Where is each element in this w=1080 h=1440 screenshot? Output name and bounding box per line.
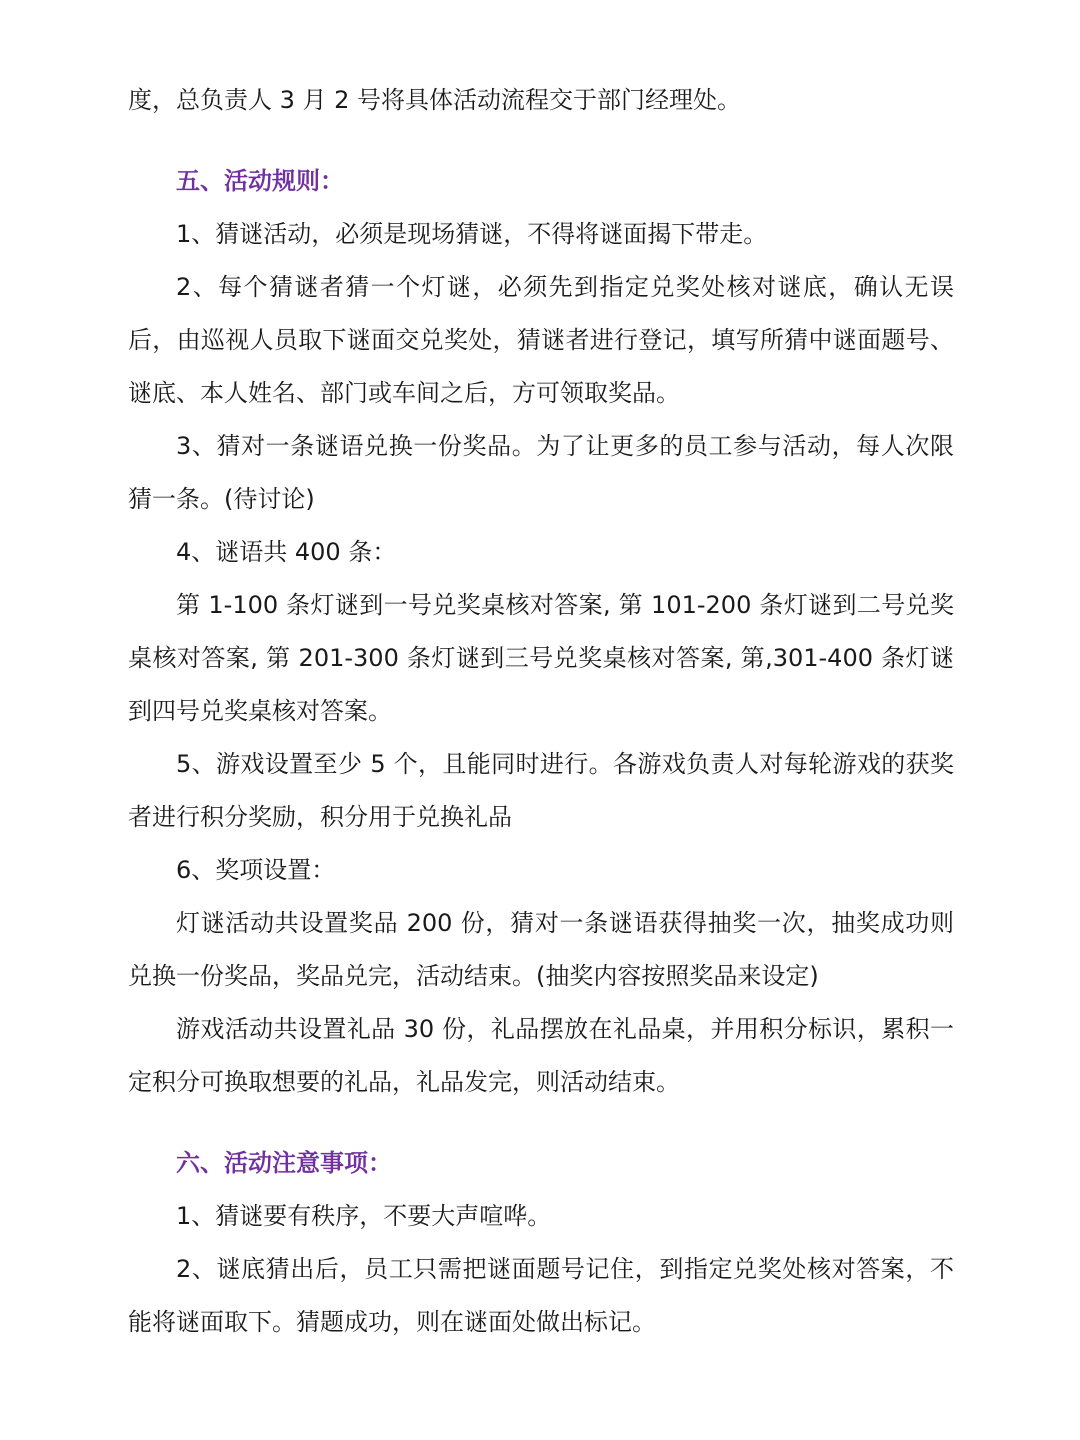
rule-1: 1、猜谜活动，必须是现场猜谜，不得将谜面揭下带走。 bbox=[176, 220, 768, 248]
section6-heading: 六、活动注意事项： bbox=[176, 1149, 392, 1177]
document-page bbox=[128, 74, 954, 1349]
rule-4: 4、谜语共 400 条： bbox=[176, 538, 397, 566]
rule-6-detail-1: 灯谜活动共设置奖品 200 份，猜对一条谜语获得抽奖一次，抽奖成功则兑换一份奖品，奖品兑完，活动结束。(抽奖内容按照奖品来设定) bbox=[128, 909, 954, 990]
section-gap bbox=[128, 127, 954, 155]
rule-5: 5、游戏设置至少 5 个，且能同时进行。各游戏负责人对每轮游戏的获奖者进行积分奖励，积分用于兑换礼品 bbox=[128, 750, 954, 831]
note-1: 1、猜谜要有秩序，不要大声喧哗。 bbox=[176, 1202, 552, 1230]
rule-4-detail: 第 1-100 条灯谜到一号兑奖桌核对答案, 第 101-200 条灯谜到二号兑奖桌核对答案, 第 201-300 条灯谜到三号兑奖桌核对答案, 第,301-400 条灯谜到四号兑奖桌核对答案。 bbox=[128, 591, 954, 725]
rule-2: 2、每个猜谜者猜一个灯谜，必须先到指定兑奖处核对谜底，确认无误后，由巡视人员取下谜面交兑奖处，猜谜者进行登记，填写所猜中谜面题号、谜底、本人姓名、部门或车间之后，方可领取奖品。 bbox=[128, 273, 954, 407]
note-2: 2、谜底猜出后，员工只需把谜面题号记住，到指定兑奖处核对答案，不能将谜面取下。猜题成功，则在谜面处做出标记。 bbox=[128, 1255, 954, 1336]
section-gap bbox=[128, 1109, 954, 1137]
rule-3: 3、猜对一条谜语兑换一份奖品。为了让更多的员工参与活动，每人次限猜一条。(待讨论) bbox=[128, 432, 954, 513]
section5-heading: 五、活动规则： bbox=[176, 167, 344, 195]
rule-6: 6、奖项设置： bbox=[176, 856, 336, 884]
rule-6-detail-2: 游戏活动共设置礼品 30 份，礼品摆放在礼品桌，并用积分标识，累积一定积分可换取想要的礼品，礼品发完，则活动结束。 bbox=[128, 1015, 954, 1096]
intro-tail-text: 度，总负责人 3 月 2 号将具体活动流程交于部门经理处。 bbox=[128, 86, 742, 114]
